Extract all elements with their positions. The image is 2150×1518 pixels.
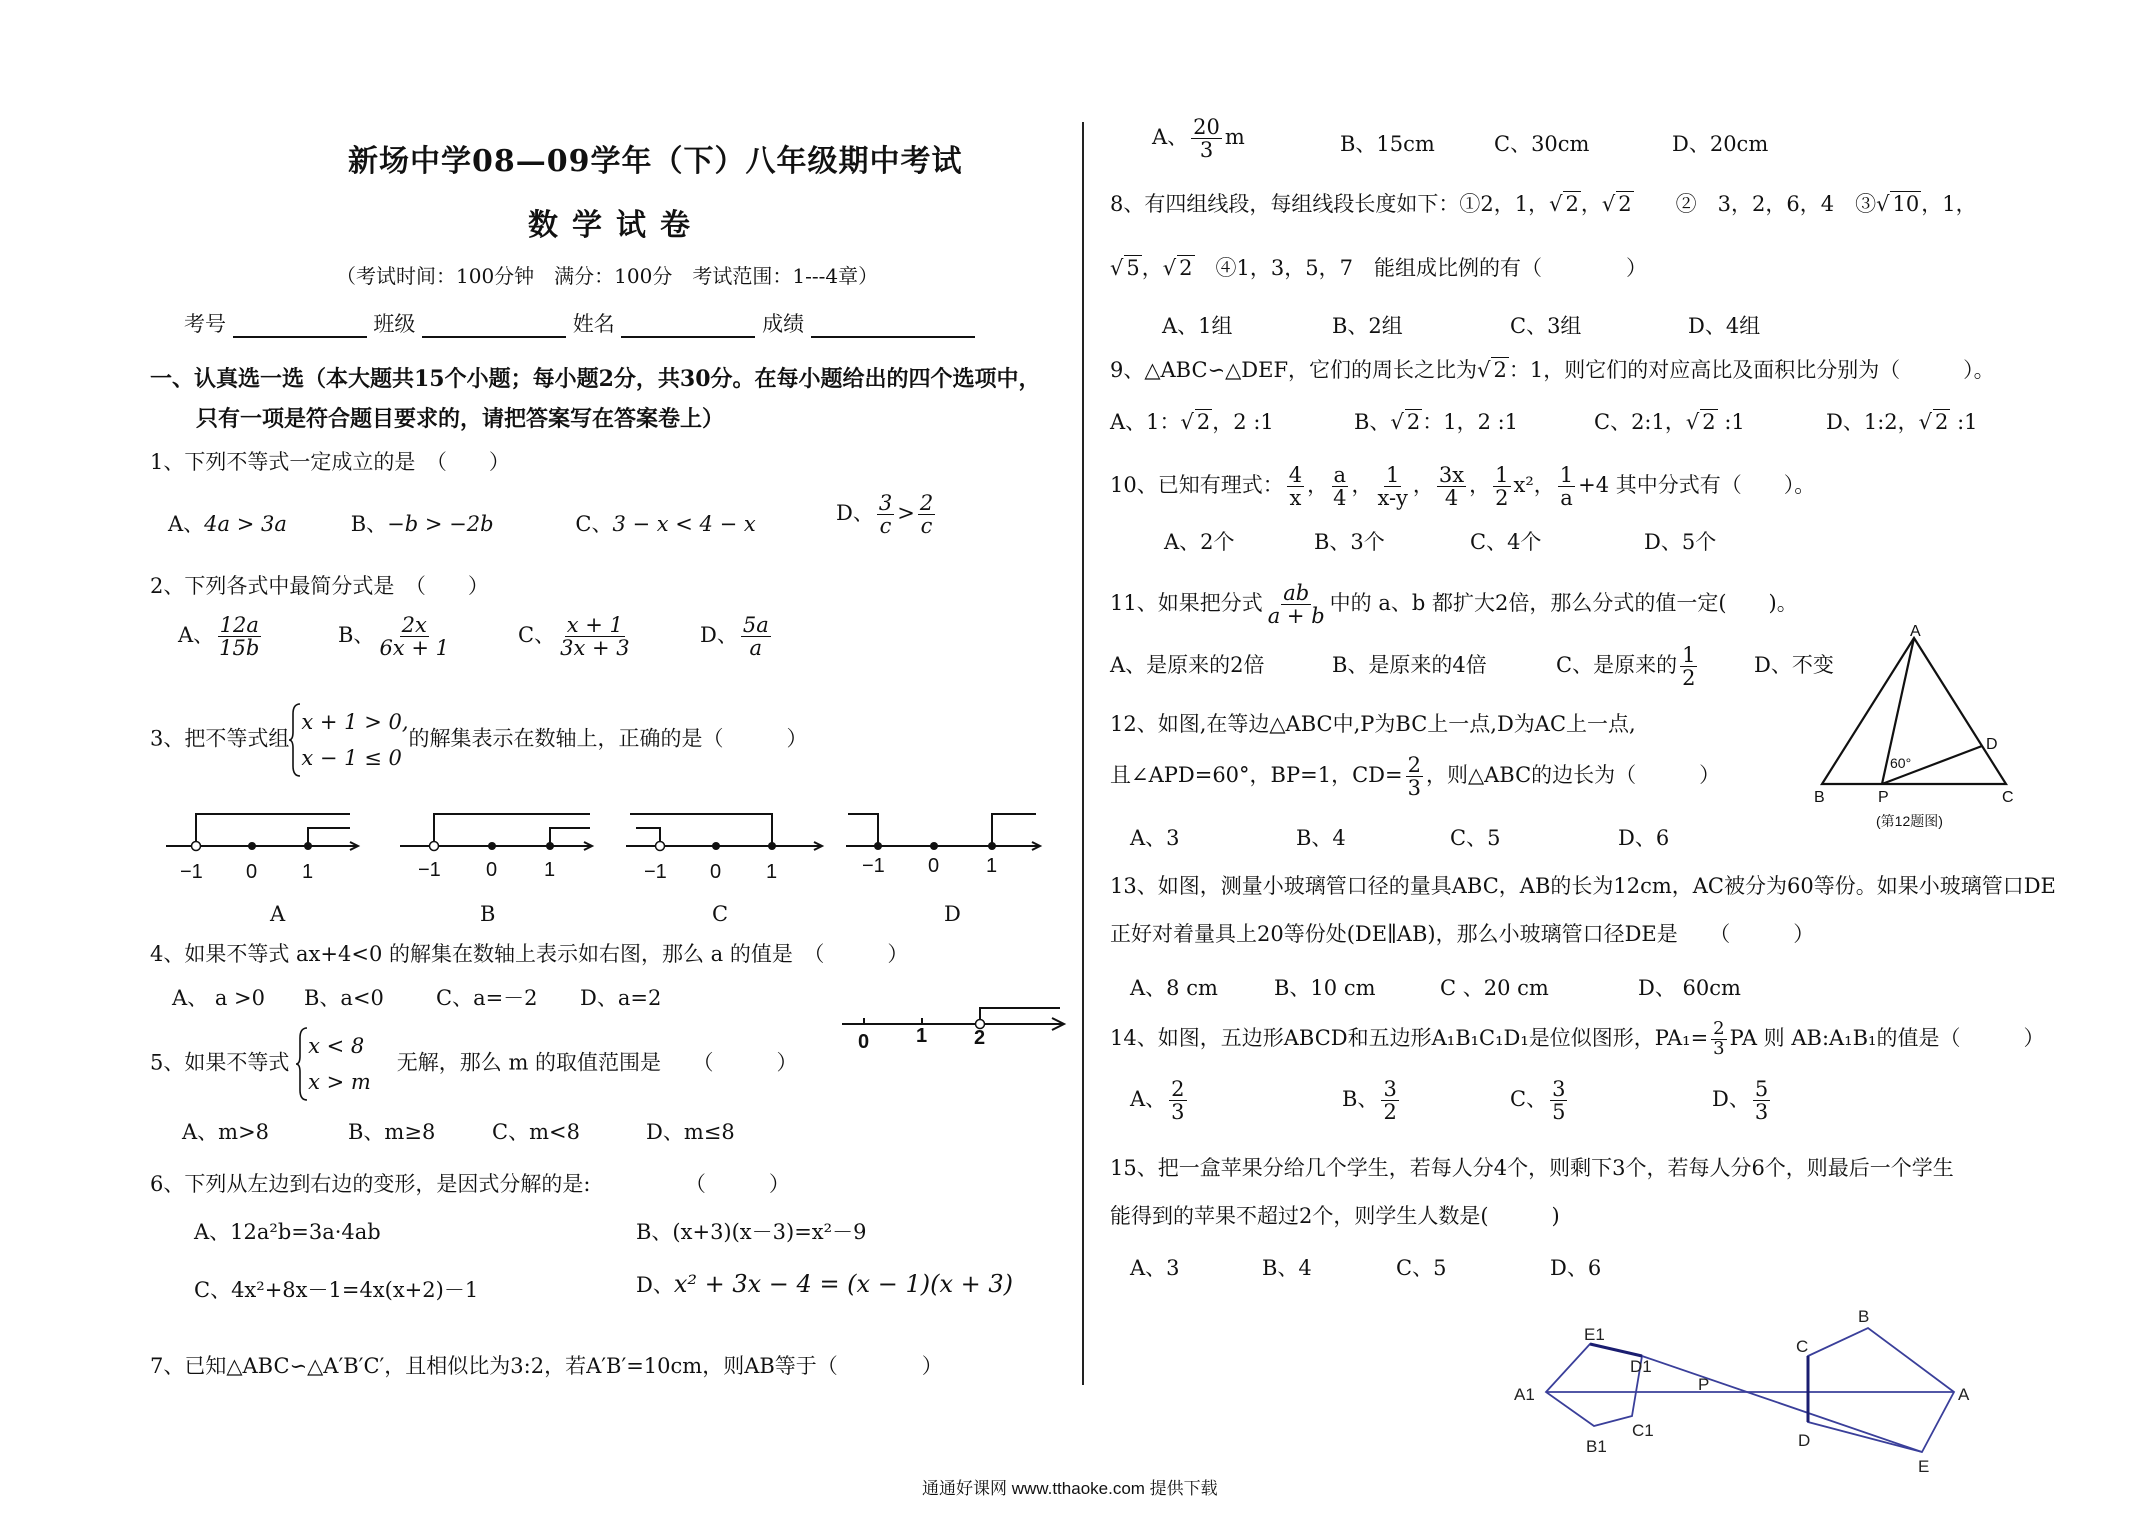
q15-line1: 15、把一盒苹果分给几个学生，若每人分4个，则剩下3个，若每人分6个，则最后一个学生 <box>1110 1156 1954 1180</box>
q2-option-a-label: A、 <box>178 623 215 648</box>
q11-option-d: D、不变 <box>1754 653 1834 678</box>
field-label-name: 姓名 <box>572 312 615 336</box>
q8-line2-text: ④1，3，5，7 能组成比例的有（ ） <box>1215 256 1647 280</box>
field-label-id: 考号 <box>184 312 226 336</box>
svg-text:1: 1 <box>986 855 998 877</box>
q5-option-d: D、m≤8 <box>646 1120 735 1144</box>
q14-options: A、 $\frac{2}{3}$ B、 $\frac{3}{2}$ C、 $\frac{3}{5}$ D、 $\frac{5}{3}$ <box>1130 1077 1769 1125</box>
q9-option-c-label: C、2:1， <box>1594 410 1686 434</box>
q4-option-a: A、 a >0 <box>172 986 265 1010</box>
q6-option-a: A、12a²b=3a·4ab <box>194 1220 381 1244</box>
svg-text:C1: C1 <box>1632 1421 1654 1440</box>
q9-stem-post: ：1，则它们的对应高比及面积比分别为（ ）。 <box>1508 358 1995 382</box>
q2-option-b: B、 $\frac{2x}{6x + 1}$ <box>338 613 449 661</box>
field-label-class: 班级 <box>373 312 416 336</box>
q2-option-b-label: B、 <box>338 623 375 648</box>
q4-option-d: D、a=2 <box>580 986 662 1010</box>
svg-text:D1: D1 <box>1630 1357 1652 1376</box>
q10-options <box>1164 528 1716 556</box>
q1-option-d-label: D、 <box>836 501 874 526</box>
q8-line1-a: 8、有四组线段，每组线段长度如下：①2，1， <box>1110 192 1550 216</box>
q7-option-d: D、20cm <box>1672 132 1769 156</box>
q8-options <box>1162 312 1760 340</box>
svg-text:1: 1 <box>544 859 556 881</box>
q11-option-a: A、是原来的2倍 <box>1110 653 1265 678</box>
field-blank-name[interactable] <box>621 314 755 338</box>
q11-stem: 11、如果把分式 $\frac{ab}{a + b}$ 中的 a、b 都扩大2倍，那么分式的值一定( )。 <box>1110 581 1798 629</box>
q13-options <box>1130 974 1741 1002</box>
brace-icon <box>296 1026 308 1102</box>
q9-options: A、1：√ 2，2 :1 B、√ 2：1，2 :1 C、2:1，√ 2 :1 D、1:2，√ 2 :1 <box>1110 410 1978 434</box>
svg-text:0: 0 <box>486 859 498 881</box>
q6-option-d-label: D、 <box>636 1273 674 1297</box>
q14-option-d-label: D、 <box>1712 1087 1750 1112</box>
q9-stem-pre: 9、△ABC∽△DEF，它们的周长之比为 <box>1110 358 1478 382</box>
q9-option-b-label: B、 <box>1354 410 1391 434</box>
q12-triangle-figure <box>1806 624 2026 834</box>
q12-options <box>1130 824 1669 852</box>
q3-label-c: C <box>712 902 729 926</box>
svg-text:0: 0 <box>246 861 258 883</box>
q2-option-d-label: D、 <box>700 623 738 648</box>
q12-option-a: A、3 <box>1130 826 1180 850</box>
q12-option-d: D、6 <box>1618 826 1670 850</box>
q4-stem: 4、如果不等式 ax+4<0 的解集在数轴上表示如右图，那么 a 的值是 （ ） <box>150 942 909 966</box>
q7-option-a: A、 $\frac{20}{3}$ m <box>1152 115 1245 163</box>
q12-angle-label: 60° <box>1890 755 1912 771</box>
brace-icon <box>289 702 301 778</box>
q10-stem-post: +4 其中分式有（ ）。 <box>1578 473 1816 498</box>
q8-option-c: C、3组 <box>1510 314 1582 338</box>
q15-option-c: C、5 <box>1396 1256 1447 1280</box>
q13-option-a: A、8 cm <box>1130 976 1218 1000</box>
q5-stem-post: 无解，那么 m 的取值范围是 （ ） <box>396 1050 798 1075</box>
svg-text:A1: A1 <box>1514 1385 1535 1404</box>
q1-option-a-label: A、 <box>168 512 205 536</box>
q8-option-a: A、1组 <box>1162 314 1233 338</box>
q6-stem: 6、下列从左边到右边的变形，是因式分解的是: （ ） <box>150 1172 790 1196</box>
q5-stem: 5、如果不等式 x < 8 x > m 无解，那么 m 的取值范围是 （ ） <box>150 1026 798 1102</box>
q1-option-d: D、 $\frac{3}{c}$ > $\frac{2}{c}$ <box>836 491 934 539</box>
q6-option-c: C、4x²+8x－1=4x(x+2)－1 <box>194 1278 479 1302</box>
q5-option-a: A、m>8 <box>182 1120 270 1144</box>
svg-text:B1: B1 <box>1586 1437 1607 1456</box>
svg-text:−1: −1 <box>418 859 441 881</box>
q11-option-b: B、是原来的4倍 <box>1332 653 1487 678</box>
q2-option-c: C、 $\frac{x + 1}{3x + 3}$ <box>518 613 630 661</box>
q4-options <box>172 984 661 1012</box>
q12-option-b: B、4 <box>1296 826 1346 850</box>
q4-option-b: B、a<0 <box>304 986 384 1010</box>
q12-line1: 12、如图,在等边△ABC中,P为BC上一点,D为AC上一点, <box>1110 712 1636 736</box>
q10-option-d: D、5个 <box>1644 530 1717 554</box>
q2-option-d: D、 $\frac{5a}{a}$ <box>700 613 769 661</box>
q3-number-lines <box>160 798 1060 888</box>
svg-text:D: D <box>1986 736 1998 753</box>
svg-text:0: 0 <box>928 855 940 877</box>
q12-option-c: C、5 <box>1450 826 1501 850</box>
svg-text:B: B <box>1814 789 1825 806</box>
svg-text:E: E <box>1918 1457 1930 1476</box>
q10-option-a: A、2个 <box>1164 530 1235 554</box>
q15-option-d: D、6 <box>1550 1256 1602 1280</box>
q11-stem-pre: 11、如果把分式 <box>1110 591 1263 616</box>
field-blank-score[interactable] <box>811 314 975 338</box>
q15-line2: 能得到的苹果不超过2个，则学生人数是( ) <box>1110 1204 1560 1228</box>
q14-pentagon-figure <box>1506 1300 1986 1480</box>
q12-line2-b: ，则△ABC的边长为（ ） <box>1425 763 1721 788</box>
q7-stem: 7、已知△ABC∽△A′B′C′，且相似比为3:2，若A′B′=10cm，则AB等于（ ） <box>150 1354 943 1378</box>
svg-text:−1: −1 <box>862 855 885 877</box>
q9-stem: 9、△ABC∽△DEF，它们的周长之比为√ 2：1，则它们的对应高比及面积比分别为（ ）。 <box>1110 358 1995 382</box>
field-blank-id[interactable] <box>233 314 367 338</box>
q11-options: A、是原来的2倍 B、是原来的4倍 C、是原来的 $\frac{1}{2}$ D、不变 <box>1110 643 1834 691</box>
q5-options <box>182 1118 735 1146</box>
svg-text:C: C <box>1796 1337 1809 1356</box>
q12-line2-a: 且∠APD=60°，BP=1，CD= <box>1110 763 1403 788</box>
svg-text:−1: −1 <box>180 861 203 883</box>
q12-line2: 且∠APD=60°，BP=1，CD= $\frac{2}{3}$ ，则△ABC的边长为（ ） <box>1110 753 1721 801</box>
svg-text:1: 1 <box>766 861 778 883</box>
field-blank-class[interactable] <box>422 314 566 338</box>
q10-stem-pre: 10、已知有理式： <box>1110 473 1284 498</box>
q4-number-line <box>840 996 1070 1052</box>
q13-option-d: D、 60cm <box>1638 976 1741 1000</box>
svg-text:D: D <box>1798 1431 1811 1450</box>
q1-options: A、4a > 3a B、−b > −2b C、3 − x < 4 − x <box>168 512 756 536</box>
q9-option-a-label: A、1： <box>1110 410 1181 434</box>
q14-option-c-label: C、 <box>1510 1087 1548 1112</box>
q1-option-b-label: B、 <box>350 512 388 536</box>
q3-label-a: A <box>270 902 286 926</box>
q3-stem-post: 的解集表示在数轴上，正确的是（ ） <box>408 726 808 751</box>
q3-stem-pre: 3、把不等式组 <box>150 726 290 751</box>
q3-stem: 3、把不等式组 x + 1 > 0, x − 1 ≤ 0 的解集表示在数轴上，正确的是（ ） <box>150 702 808 778</box>
q5-stem-pre: 5、如果不等式 <box>150 1050 290 1075</box>
svg-text:−1: −1 <box>644 861 667 883</box>
q3-label-d: D <box>944 902 961 926</box>
q7-option-c: C、30cm <box>1494 132 1590 156</box>
q7-option-b: B、15cm <box>1340 132 1435 156</box>
q14-stem-pre: 14、如图，五边形ABCD和五边形A₁B₁C₁D₁是位似图形，PA₁= <box>1110 1025 1709 1050</box>
q9-option-d-label: D、1:2， <box>1826 410 1919 434</box>
q3-label-b: B <box>480 902 496 926</box>
q8-line2: √ 5，√ 2 ④1，3，5，7 能组成比例的有（ ） <box>1110 256 1647 280</box>
exam-info: （考试时间：100分钟 满分：100分 考试范围：1---4章） <box>336 264 879 288</box>
q14-stem-post: PA 则 AB:A₁B₁的值是（ ） <box>1729 1025 2045 1050</box>
svg-text:0: 0 <box>710 861 722 883</box>
q8-line1: 8、有四组线段，每组线段长度如下：①2，1，√ 2，√ 2 ② 3，2，6，4 ③√ 10，1， <box>1110 192 1977 216</box>
q13-line1: 13、如图，测量小玻璃管口径的量具ABC，AB的长为12cm，AC被分为60等份。如果小玻璃管口DE <box>1110 874 2056 898</box>
q13-option-b: B、10 cm <box>1274 976 1376 1000</box>
svg-text:2: 2 <box>974 1027 986 1049</box>
q2-option-c-label: C、 <box>518 623 556 648</box>
svg-text:C: C <box>2002 789 2014 806</box>
q4-option-c: C、a=－2 <box>436 986 538 1010</box>
svg-text:A: A <box>1910 624 1921 640</box>
q15-option-a: A、3 <box>1130 1256 1180 1280</box>
svg-text:E1: E1 <box>1584 1325 1605 1344</box>
column-divider <box>1082 122 1084 1385</box>
q8-line1-b: ② 3，2，6，4 ③ <box>1675 192 1877 216</box>
section-heading-line1: 一、认真选一选（本大题共15个小题；每小题2分，共30分。在每小题给出的四个选项中， <box>150 366 1041 392</box>
field-label-score: 成绩 <box>762 312 805 336</box>
q10-stem: 10、已知有理式： $\frac{4}{x}$ ， $\frac{a}{4}$ ， $\frac{1}{x-y}$ ， $\frac{3x}{4}$ ， $\frac{1}{2}$ x²， $\frac{1}{a}$ +4 其中分式有（ ）。 <box>1110 463 1816 511</box>
svg-text:1: 1 <box>916 1025 928 1047</box>
q8-option-b: B、2组 <box>1332 314 1403 338</box>
q6-option-d: D、x² + 3x − 4 = (x − 1)(x + 3) <box>636 1270 1013 1298</box>
q2-stem: 2、下列各式中最简分式是 （ ） <box>150 574 489 598</box>
svg-text:P: P <box>1698 1375 1710 1394</box>
q6-option-b: B、(x+3)(x－3)=x²－9 <box>636 1220 867 1244</box>
svg-text:P: P <box>1878 789 1889 806</box>
q1-option-c-label: C、 <box>575 512 613 536</box>
student-fields <box>184 310 975 338</box>
q11-stem-post: 中的 a、b 都扩大2倍，那么分式的值一定( )。 <box>1329 591 1798 616</box>
q12-figure-caption: (第12题图) <box>1876 813 1943 829</box>
q15-options <box>1130 1254 1601 1282</box>
q14-option-b-label: B、 <box>1342 1087 1379 1112</box>
q1-stem: 1、下列不等式一定成立的是 （ ） <box>150 450 510 474</box>
svg-text:B: B <box>1858 1307 1870 1326</box>
q14-stem: 14、如图，五边形ABCD和五边形A₁B₁C₁D₁是位似图形，PA₁= $\frac{2}{3}$ PA 则 AB:A₁B₁的值是（ ） <box>1110 1018 2045 1059</box>
q8-option-d: D、4组 <box>1688 314 1761 338</box>
q11-option-c: C、是原来的 <box>1556 653 1678 678</box>
svg-text:0: 0 <box>858 1031 870 1052</box>
q10-option-b: B、3个 <box>1314 530 1385 554</box>
q14-option-a-label: A、 <box>1130 1087 1167 1112</box>
q7-option-a-label: A、 <box>1152 125 1189 150</box>
section-heading-line2: 只有一项是符合题目要求的，请把答案写在答案卷上） <box>196 406 725 432</box>
svg-text:A: A <box>1958 1385 1970 1404</box>
svg-text:1: 1 <box>302 861 314 883</box>
exam-subtitle: 数学试卷 <box>528 208 704 243</box>
q5-option-b: B、m≥8 <box>348 1120 436 1144</box>
q13-line2: 正好对着量具上20等份处(DE∥AB)，那么小玻璃管口径DE是 （ ） <box>1110 922 1815 946</box>
q15-option-b: B、4 <box>1262 1256 1312 1280</box>
q2-option-a: A、 $\frac{12a}{15b}$ <box>178 613 260 661</box>
q13-option-c: C 、20 cm <box>1440 976 1549 1000</box>
exam-title: 新场中学08—09学年（下）八年级期中考试 <box>348 144 963 179</box>
q7-option-a-unit: m <box>1224 125 1245 150</box>
footer-source: 通通好课网 www.tthaoke.com 提供下载 <box>922 1479 1218 1498</box>
q10-option-c: C、4个 <box>1470 530 1542 554</box>
q5-option-c: C、m<8 <box>492 1120 580 1144</box>
